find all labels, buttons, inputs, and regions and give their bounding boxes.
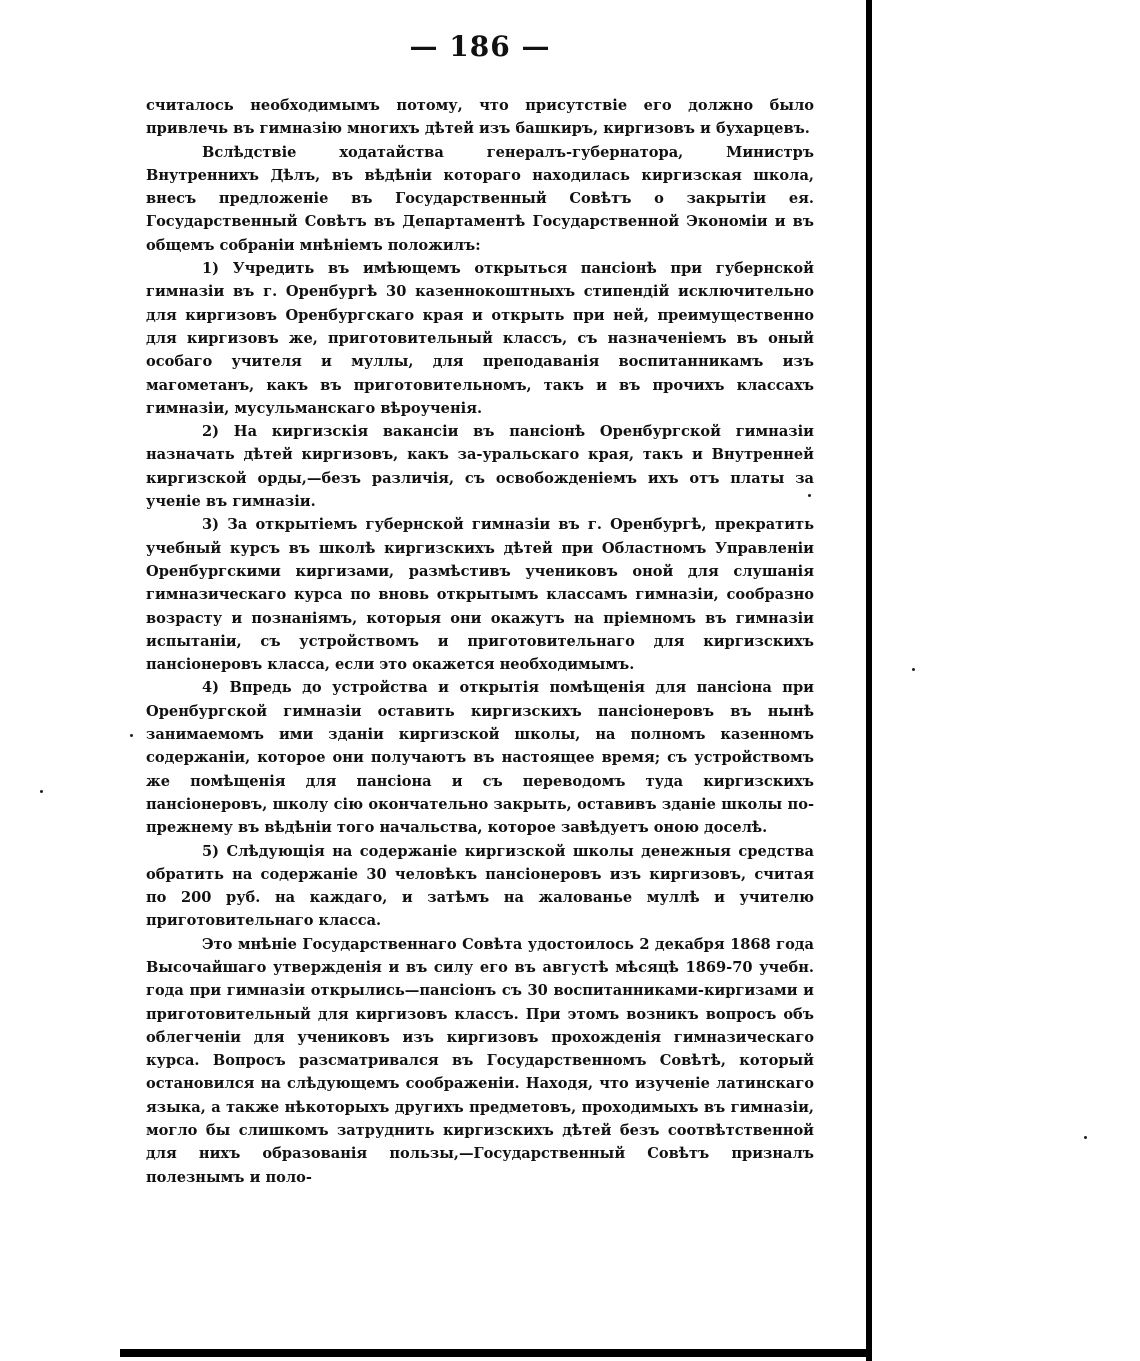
resolution-item-1: 1) Учредить въ имѣющемъ открыться пансіонѣ при губернской гимназіи въ г. Оренбургѣ 30 казеннокоштныхъ стипендій исключительно для киргизовъ Оренбургскаго края и открыть при ней, преимущественно для киргизовъ же, приготовительный классъ, съ назначеніемъ въ оный особаго учителя и муллы, для преподаванія воспитанникамъ изъ магометанъ, какъ въ приготовительномъ, такъ и въ прочихъ классахъ гимназіи, мусульманскаго вѣроученія. bbox=[146, 260, 814, 417]
scan-speck bbox=[1084, 1136, 1087, 1139]
paragraph-petition: Вслѣдствіе ходатайства генералъ-губернатора, Министръ Внутреннихъ Дѣлъ, въ вѣдѣніи котораго находилась киргизская школа, внесъ предложеніе въ Государственный Совѣтъ о закрытіи ея. Государственный Совѣтъ въ Департаментѣ Государственной Экономіи и въ общемъ собраніи мнѣніемъ положилъ: bbox=[146, 143, 814, 254]
resolution-item-4: 4) Впредь до устройства и открытія помѣщенія для пансіона при Оренбургской гимназіи оставить киргизскихъ пансіонеровъ въ нынѣ занимаемомъ ими зданіи киргизской школы, на полномъ казенномъ содержаніи, которое они получаютъ въ настоящее время; съ устройствомъ же помѣщенія для пансіона и съ переводомъ туда киргизскихъ пансіонеровъ, школу сію окончательно закрыть, оставивъ зданіе школы по-прежнему въ вѣдѣніи того начальства, которое завѣдуетъ оною доселѣ. bbox=[146, 679, 814, 837]
body-text bbox=[146, 94, 814, 1189]
paragraph-continuation: считалось необходимымъ потому, что присутствіе его должно было привлечь въ гимназію многихъ дѣтей изъ башкиръ, киргизовъ и бухарцевъ. bbox=[146, 97, 814, 138]
scan-speck bbox=[130, 734, 133, 737]
scan-speck bbox=[808, 494, 811, 497]
page-edge-right bbox=[866, 0, 872, 1361]
page-number: — 186 — bbox=[409, 30, 551, 63]
paragraph-approval: Это мнѣніе Государственнаго Совѣта удостоилось 2 декабря 1868 года Высочайшаго утвержденія и въ силу его въ августѣ мѣсяцѣ 1869-70 учебн. года при гимназіи открылись—пансіонъ съ 30 воспитанниками-киргизами и приготовительный для киргизовъ классъ. При этомъ возникъ вопросъ объ облегченіи для учениковъ изъ киргизовъ прохожденія гимназическаго курса. Вопросъ разсматривался въ Государственномъ Совѣтѣ, который остановился на слѣдующемъ соображеніи. Находя, что изученіе латинскаго языка, а также нѣкоторыхъ другихъ предметовъ, проходимыхъ въ гимназіи, могло бы слишкомъ затруднить киргизскихъ дѣтей безъ соотвѣтственной для нихъ образованія пользы,—Государственный Совѣтъ призналъ полезнымъ и поло- bbox=[146, 935, 814, 1186]
page-edge-bottom bbox=[120, 1349, 872, 1357]
scan-speck bbox=[40, 790, 43, 793]
resolution-item-2: 2) На киргизскія вакансіи въ пансіонѣ Оренбургской гимназіи назначать дѣтей киргизовъ, какъ за-уральскаго края, такъ и Внутренней киргизской орды,—безъ различія, съ освобожденіемъ ихъ отъ платы за ученіе въ гимназіи. bbox=[146, 423, 814, 511]
resolution-item-5: 5) Слѣдующія на содержаніе киргизской школы денежныя средства обратить на содержаніе 30 человѣкъ пансіонеровъ изъ киргизовъ, считая по 200 руб. на каждаго, и затѣмъ на жалованье муллѣ и учителю приготовительнаго класса. bbox=[146, 842, 814, 930]
resolution-item-3: 3) За открытіемъ губернской гимназіи въ г. Оренбургѣ, прекратить учебный курсъ въ школѣ киргизскихъ дѣтей при Областномъ Управленіи Оренбургскими киргизами, размѣстивъ учениковъ оной для слушанія гимназическаго курса по вновь открытымъ классамъ гимназіи, сообразно возрасту и познаніямъ, которыя они окажутъ на пріемномъ въ гимназіи испытаніи, съ устройствомъ и приготовительнаго для киргизскихъ пансіонеровъ класса, если это окажется необходимымъ. bbox=[146, 516, 814, 674]
scan-speck bbox=[912, 668, 915, 671]
